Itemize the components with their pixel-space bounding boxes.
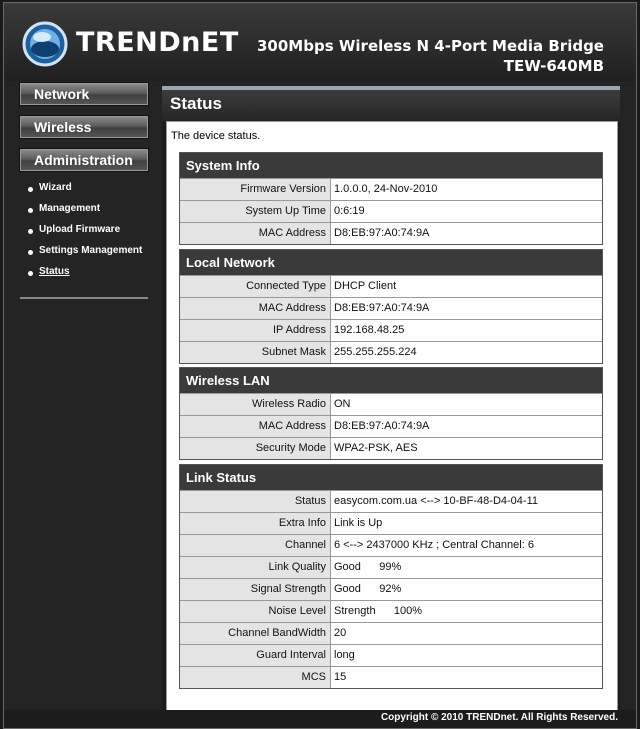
section-title: Local Network <box>180 250 602 275</box>
submenu-settings-management[interactable]: Settings Management <box>28 245 148 257</box>
section-title: Link Status <box>180 465 602 490</box>
table-row: MAC Address D8:EB:97:A0:74:9A <box>180 297 602 319</box>
product-name: 300Mbps Wireless N 4-Port Media Bridge <box>257 37 604 55</box>
bullet-icon <box>28 229 33 234</box>
table-row: IP Address 192.168.48.25 <box>180 319 602 341</box>
section-local-network <box>179 249 603 364</box>
table-row: MCS 15 <box>180 666 602 688</box>
bullet-icon <box>28 271 33 276</box>
table-row: Security Mode WPA2-PSK, AES <box>180 437 602 459</box>
copyright-text: Copyright © 2010 TRENDnet. All Rights Reserved. <box>380 712 618 723</box>
table-row: Subnet Mask 255.255.255.224 <box>180 341 602 363</box>
trendnet-logo-icon <box>22 21 68 67</box>
nav-administration[interactable]: Administration <box>20 149 148 171</box>
submenu-upload-firmware[interactable]: Upload Firmware <box>28 224 148 236</box>
submenu-wizard[interactable]: Wizard <box>28 182 148 194</box>
table-row: MAC Address D8:EB:97:A0:74:9A <box>180 222 602 244</box>
table-row: Status easycom.com.ua <--> 10-BF-48-D4-04-11 <box>180 490 602 512</box>
model-number: TEW-640MB <box>503 57 604 75</box>
nav-network[interactable]: Network <box>20 83 148 105</box>
page-description: The device status. <box>171 130 261 142</box>
table-row: Channel 6 <--> 2437000 KHz ; Central Channel: 6 <box>180 534 602 556</box>
table-row: Wireless Radio ON <box>180 393 602 415</box>
section-title: Wireless LAN <box>180 368 602 393</box>
bullet-icon <box>28 208 33 213</box>
product-info <box>257 36 604 76</box>
table-row: Connected Type DHCP Client <box>180 275 602 297</box>
table-row: System Up Time 0:6:19 <box>180 200 602 222</box>
section-system-info <box>179 152 603 245</box>
page-title: Status <box>162 86 620 121</box>
section-wireless-lan <box>179 367 603 460</box>
table-row: Extra Info Link is Up <box>180 512 602 534</box>
header <box>4 3 636 81</box>
brand-name: TRENDnET <box>76 27 239 58</box>
table-row: MAC Address D8:EB:97:A0:74:9A <box>180 415 602 437</box>
content-area <box>166 121 618 711</box>
submenu-management[interactable]: Management <box>28 203 148 215</box>
table-row: Firmware Version 1.0.0.0, 24-Nov-2010 <box>180 178 602 200</box>
footer <box>4 710 636 728</box>
bullet-icon <box>28 250 33 255</box>
table-row: Channel BandWidth 20 <box>180 622 602 644</box>
table-row: Guard Interval long <box>180 644 602 666</box>
nav-wireless[interactable]: Wireless <box>20 116 148 138</box>
bullet-icon <box>28 187 33 192</box>
section-link-status <box>179 464 603 689</box>
table-row: Noise Level Strength 100% <box>180 600 602 622</box>
table-row: Link Quality Good 99% <box>180 556 602 578</box>
section-title: System Info <box>180 153 602 178</box>
table-row: Signal Strength Good 92% <box>180 578 602 600</box>
administration-submenu <box>20 174 148 299</box>
page-frame <box>3 2 637 729</box>
submenu-status[interactable]: Status <box>28 266 148 278</box>
main-panel <box>162 86 620 712</box>
sidebar <box>20 83 148 299</box>
